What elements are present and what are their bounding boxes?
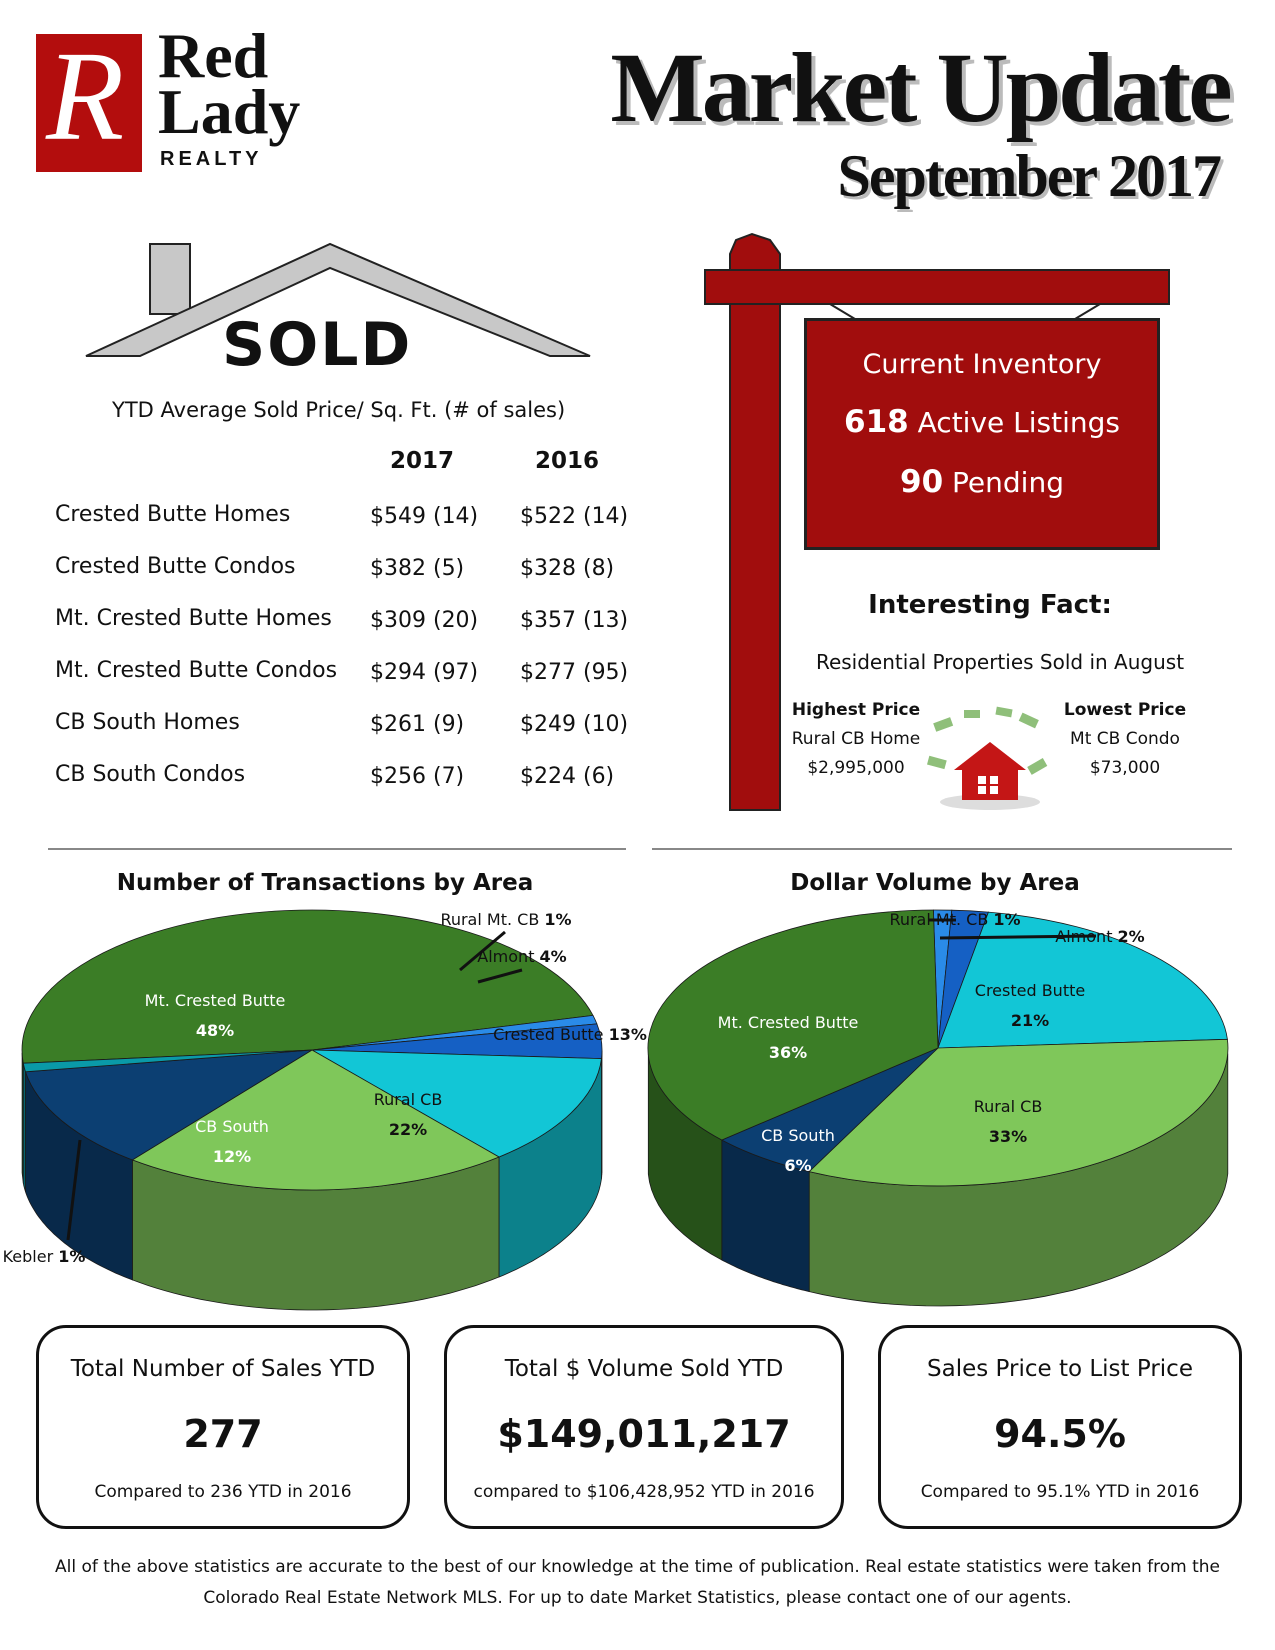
pie-label-rural-mt-cb: Rural Mt. CB 1%: [889, 910, 1021, 929]
lowest-price: $73,000: [1089, 758, 1161, 778]
pie-label-rural-cb: Rural CB 33%: [973, 1097, 1043, 1146]
pie-label-mt-crested-butte: Mt. Crested Butte 48%: [144, 991, 286, 1040]
active-label: Active Listings: [917, 406, 1120, 439]
footer-line2: Colorado Real Estate Network MLS. For up to date Market Statistics, please contact one of our agents.: [203, 1588, 1072, 1608]
brand-name-line1: Red: [158, 20, 269, 91]
page-subtitle: September 2017: [837, 143, 1220, 209]
logo-letter: R: [46, 25, 125, 167]
table-row-label: Mt. Crested Butte Condos: [55, 658, 338, 683]
money-house-icon: [924, 706, 1054, 816]
chart2-title: Dollar Volume by Area: [790, 870, 1080, 896]
ytd-heading: YTD Average Sold Price/ Sq. Ft. (# of sales): [112, 398, 566, 422]
stat-card-volume: [444, 1325, 844, 1529]
stat-card-ratio: [878, 1325, 1242, 1529]
volume-pie-chart: [640, 900, 1275, 1280]
table-row-label: Crested Butte Condos: [55, 554, 296, 579]
table-cell-2016: $224 (6): [520, 764, 615, 789]
table-cell-2017: $309 (20): [370, 608, 479, 633]
sold-badge: SOLD: [222, 310, 413, 380]
table-row-label: Mt. Crested Butte Homes: [55, 606, 332, 631]
fact-heading: Interesting Fact:: [868, 590, 1112, 620]
highest-price: $2,995,000: [807, 758, 905, 778]
chart1-title: Number of Transactions by Area: [116, 870, 534, 896]
stat-compare: Compared to 236 YTD in 2016: [94, 1482, 352, 1502]
table-cell-2016: $249 (10): [520, 712, 629, 737]
inventory-sign: [804, 318, 1160, 550]
table-cell-2017: $549 (14): [370, 504, 479, 529]
inventory-title: Current Inventory: [862, 349, 1102, 380]
table-cell-2016: $522 (14): [520, 504, 629, 529]
lowest-type: Mt CB Condo: [1070, 729, 1180, 749]
table-row-label: Crested Butte Homes: [55, 502, 291, 527]
highest-type: Rural CB Home: [791, 729, 921, 749]
pie-label-crested-butte: Crested Butte 21%: [974, 981, 1086, 1030]
pie-label-almont: Almont 2%: [1055, 927, 1145, 946]
divider-right: [652, 848, 1232, 850]
table-cell-2017: $294 (97): [370, 660, 479, 685]
pie-label-mt-crested-butte: Mt. Crested Butte 36%: [717, 1013, 859, 1062]
highest-label: Highest Price: [791, 700, 921, 720]
footer-line1: All of the above statistics are accurate to the best of our knowledge at the time of publication. Real estate statistics were taken from the: [54, 1557, 1220, 1577]
pie-label-kebler: Kebler 1%: [2, 1247, 86, 1266]
table-cell-2016: $357 (13): [520, 608, 629, 633]
stat-title: Total $ Volume Sold YTD: [504, 1356, 784, 1382]
brand-sub: REALTY: [160, 148, 263, 170]
table-cell-2017: $382 (5): [370, 556, 465, 581]
stat-value: $149,011,217: [497, 1412, 791, 1456]
stat-value: 94.5%: [994, 1412, 1126, 1456]
pending-count: 90: [900, 464, 944, 500]
pie-label-rural-cb: Rural CB 22%: [373, 1090, 443, 1139]
lowest-price-block: [1050, 696, 1200, 783]
divider-left: [48, 848, 626, 850]
lowest-label: Lowest Price: [1063, 700, 1187, 720]
table-cell-2016: $277 (95): [520, 660, 629, 685]
highest-price-block: [786, 696, 926, 783]
pie-label-rural-mt-cb: Rural Mt. CB 1%: [440, 910, 572, 929]
table-row-label: CB South Homes: [55, 710, 240, 735]
stat-compare: compared to $106,428,952 YTD in 2016: [473, 1482, 815, 1502]
stat-value: 277: [183, 1412, 263, 1456]
pie-side-kebler: [23, 1063, 25, 1192]
pie-label-crested-butte: Crested Butte 13%: [493, 1025, 647, 1044]
footer-disclaimer: [40, 1552, 1235, 1614]
stat-compare: Compared to 95.1% YTD in 2016: [920, 1482, 1200, 1502]
table-cell-2017: $261 (9): [370, 712, 465, 737]
stat-card-sales: [36, 1325, 410, 1529]
pending-label: Pending: [952, 466, 1064, 499]
col-2017-header: 2017: [390, 448, 455, 474]
page-title: Market Update: [610, 32, 1230, 143]
stat-title: Sales Price to List Price: [927, 1356, 1193, 1382]
table-cell-2016: $328 (8): [520, 556, 615, 581]
fact-subheading: Residential Properties Sold in August: [815, 650, 1185, 674]
table-row-label: CB South Condos: [55, 762, 246, 787]
logo-mark: [36, 25, 142, 172]
col-2016-header: 2016: [535, 448, 600, 474]
stat-title: Total Number of Sales YTD: [70, 1356, 376, 1382]
transactions-pie-chart: [0, 900, 647, 1280]
brand-name-line2: Lady: [158, 76, 301, 147]
pie-label-cb-south: CB South 6%: [761, 1126, 835, 1175]
pie-label-almont: Almont 4%: [477, 947, 567, 966]
pie-label-cb-south: CB South 12%: [195, 1117, 269, 1166]
table-cell-2017: $256 (7): [370, 764, 465, 789]
brand-name: [158, 20, 301, 147]
active-count: 618: [844, 404, 909, 440]
